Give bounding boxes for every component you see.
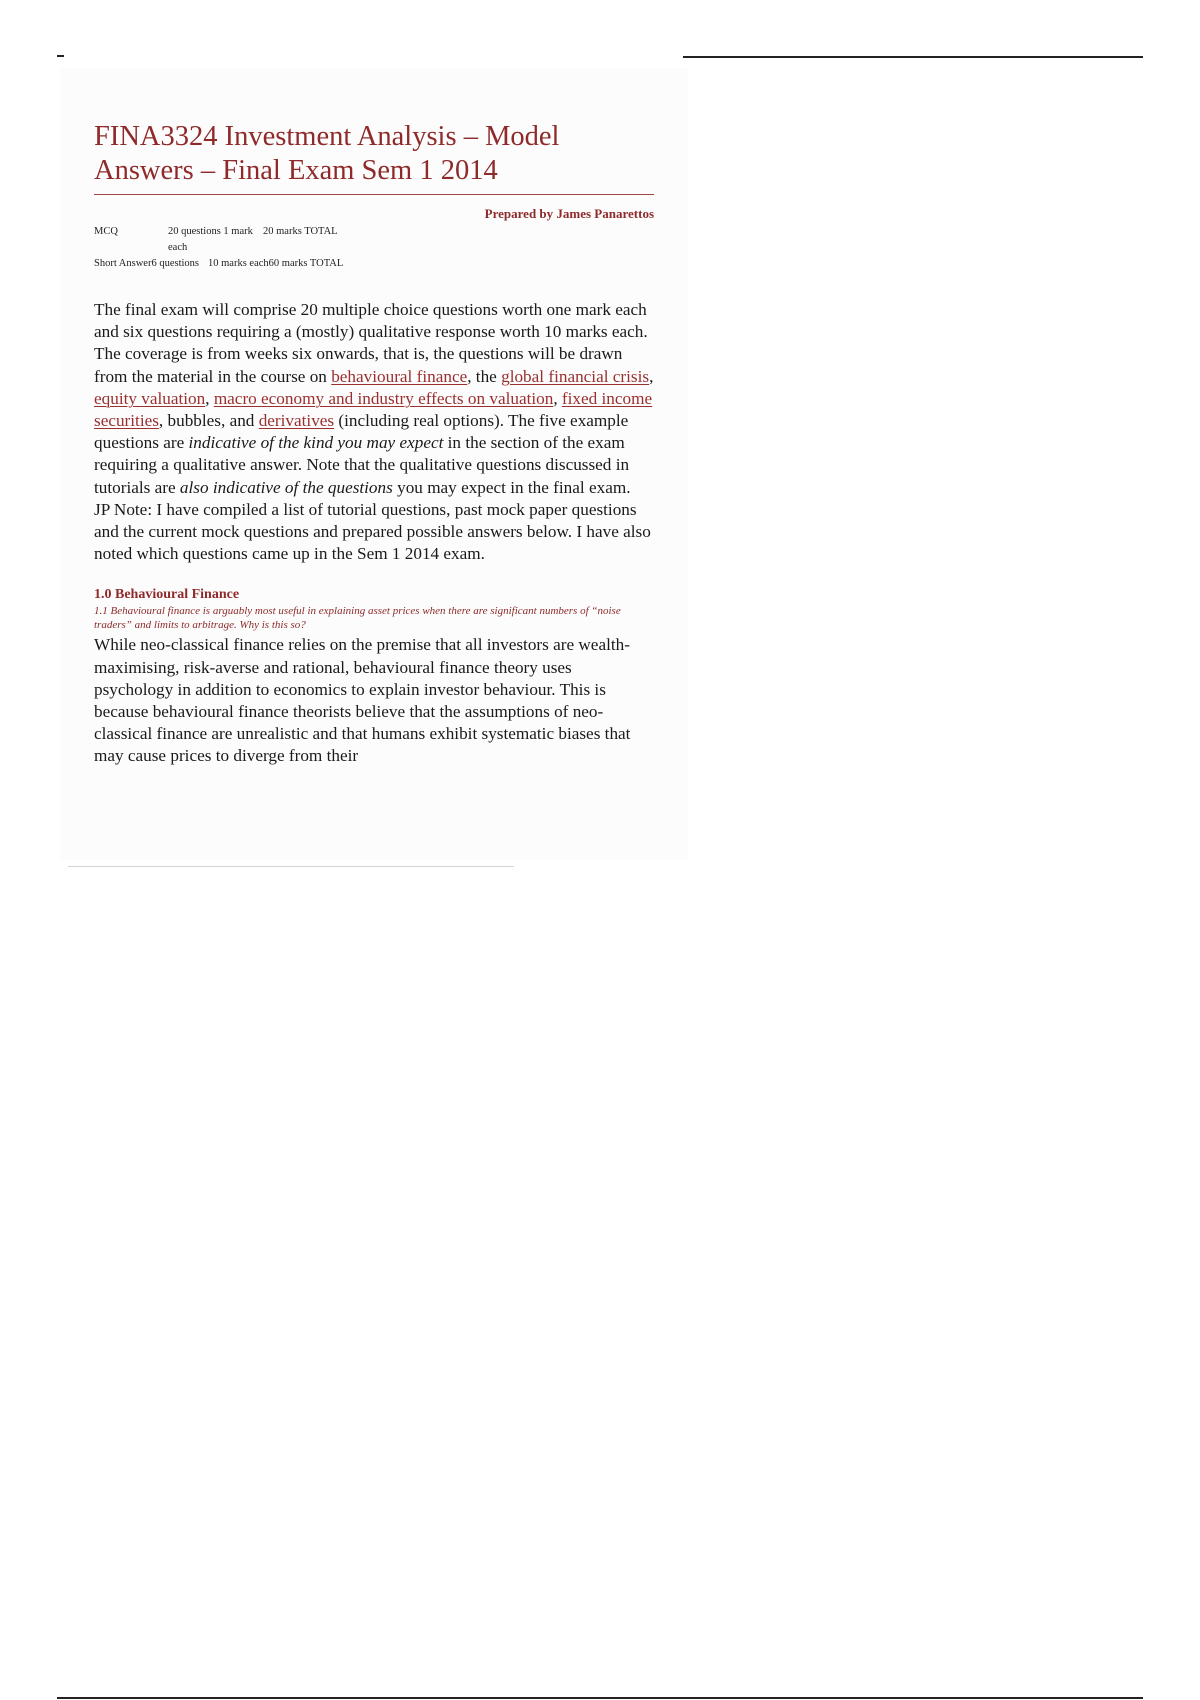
jp-note-paragraph: JP Note: I have compiled a list of tutorial questions, past mock paper questions and the current mock questions and prepared possible answers below. I have also noted which questions came up in the Sem 1 2014 exam. <box>94 499 651 564</box>
intro-text: , the <box>467 366 502 386</box>
intro-text: The final exam will comprise 20 multiple choice questions worth one mark each and six questions requiring a (mostly) qualitative response worth 10 marks each. The coverage is from weeks six onwards, that is, the questions will be drawn from the material in the course on <box>94 300 648 386</box>
link-fixed-income-securities[interactable]: fixed income securities <box>94 388 653 431</box>
marks-each: 10 marks each <box>208 258 269 269</box>
intro-text: you may expect in the final exam. <box>392 477 631 497</box>
link-equity-valuation[interactable]: equity valuation <box>94 388 206 408</box>
answer-paragraph: While neo-classical finance relies on the premise that all investors are wealth-maximising, risk-averse and rational, behavioural finance theory uses psychology in addition to economics to explain investor behaviour. This is because behavioural finance theorists believe that the assumptions of neo-classical finance are unrealistic and that humans exhibit systematic biases that may cause prices to diverge from their <box>94 635 631 766</box>
section-question: 1.1 Behavioural finance is arguably most useful in explaining asset prices when there are significant numbers of “noise traders” and limits to arbitrage. Why is this so? <box>94 605 621 632</box>
header-rule <box>683 56 1143 58</box>
section-heading: 1.0 Behavioural Finance <box>94 587 240 603</box>
top-dash-mark <box>57 55 64 57</box>
emphasis-text: also indicative of the questions <box>179 477 393 497</box>
intro-text: in the section of the exam requiring a qualitative answer. Note that the qualitative questions discussed in tutorials are <box>94 433 630 497</box>
marks-type: MCQ <box>94 226 118 237</box>
page-bottom-line <box>68 866 514 867</box>
emphasis-text: indicative of the kind you may expect <box>188 433 444 453</box>
link-global-financial-crisis[interactable]: global financial crisis <box>501 366 650 386</box>
prepared-by: Prepared by James Panarettos <box>484 206 654 221</box>
marks-row-short-answer <box>94 256 654 272</box>
marks-questions: 6 questions <box>151 258 200 269</box>
intro-paragraph <box>94 299 654 499</box>
link-behavioural-finance[interactable]: behavioural finance <box>331 366 468 386</box>
intro-text: , bubbles, and <box>158 411 259 431</box>
intro-text: , <box>205 388 214 408</box>
marks-type: Short Answer <box>94 258 152 269</box>
document-content <box>94 120 654 768</box>
marks-questions: 20 questions 1 mark each <box>168 226 253 253</box>
intro-text: , <box>649 366 654 386</box>
link-macro-economy[interactable]: macro economy and industry effects on valuation <box>213 388 554 408</box>
marks-table <box>94 224 654 272</box>
intro-text: , <box>553 388 562 408</box>
marks-total: 20 marks TOTAL <box>263 226 338 237</box>
marks-row-mcq <box>94 224 654 256</box>
marks-total: 60 marks TOTAL <box>268 258 344 269</box>
footer-rule <box>57 1697 1143 1699</box>
link-derivatives[interactable]: derivatives <box>258 411 335 431</box>
document-title: FINA3324 Investment Analysis – Model Answers – Final Exam Sem 1 2014 <box>94 120 654 195</box>
intro-text: (including real options). The five example questions are <box>94 411 629 453</box>
